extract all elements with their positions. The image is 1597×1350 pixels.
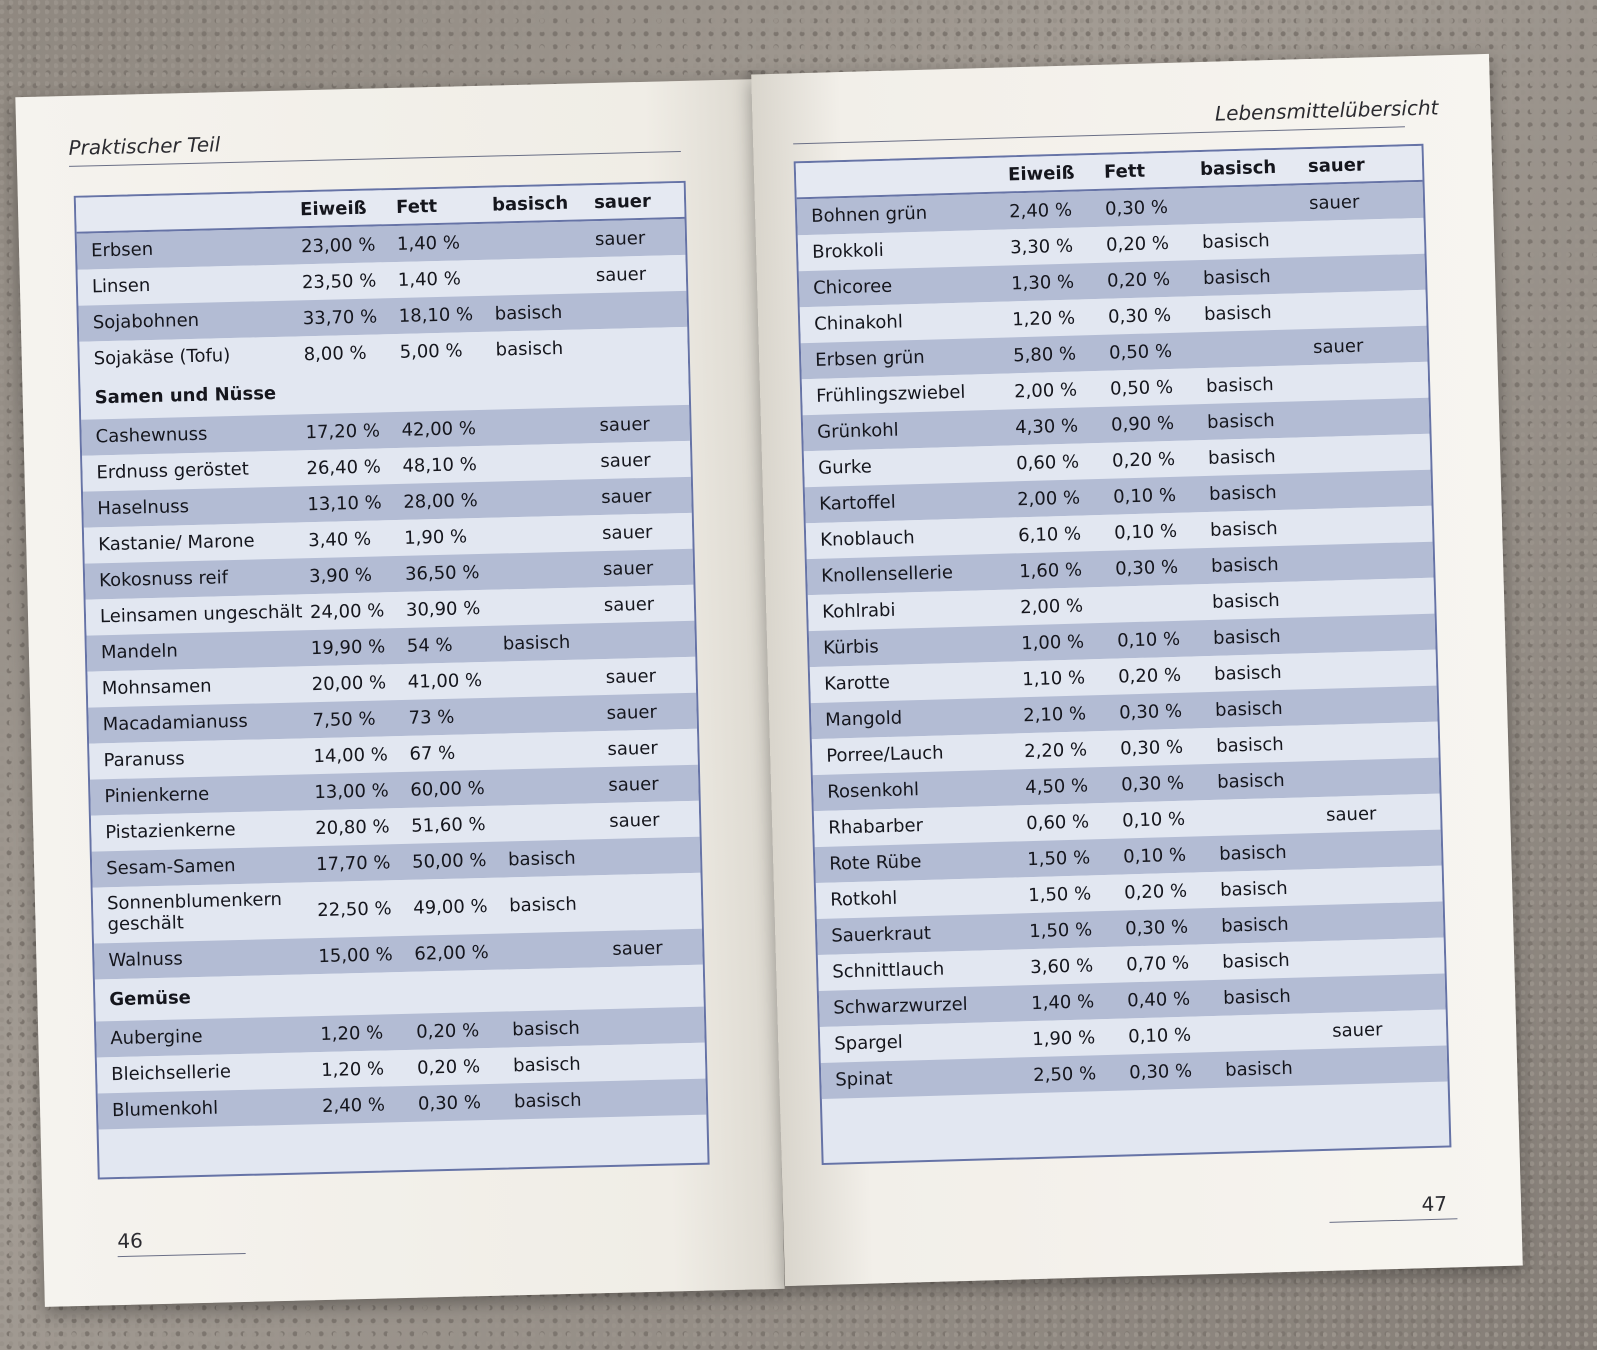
right-page	[751, 54, 1523, 1286]
sauer-cell: sauer	[1308, 191, 1360, 214]
fett-cell: 0,40 %	[1126, 988, 1191, 1011]
sauer-cell	[1314, 380, 1428, 383]
fett-cell: 0,90 %	[1110, 412, 1175, 436]
sauer-cell	[614, 1025, 704, 1027]
basisch-cell	[510, 949, 612, 951]
fett-cell: 62,00 %	[414, 941, 489, 965]
sauer-cell: sauer	[607, 737, 658, 760]
fett-cell: 36,50 %	[404, 561, 480, 585]
eiweiss-cell: 1,00 %	[1020, 630, 1085, 654]
basisch-cell	[507, 821, 609, 823]
fett-cell: 73 %	[408, 706, 455, 729]
eiweiss-cell: 8,00 %	[303, 342, 367, 365]
eiweiss-cell: 1,20 %	[1011, 307, 1076, 330]
food-name-cell: Kohlrabi	[821, 599, 896, 623]
nutrition-table-left	[74, 181, 710, 1180]
basisch-cell: basisch	[513, 1089, 582, 1112]
eiweiss-cell: 7,50 %	[312, 708, 376, 731]
fett-cell: 0,30 %	[1119, 736, 1184, 759]
basisch-cell: basisch	[1218, 841, 1287, 865]
basisch-cell: basisch	[1207, 445, 1276, 469]
basisch-cell	[505, 713, 607, 715]
fett-cell: 0,50 %	[1108, 340, 1173, 364]
fett-cell: 30,90 %	[405, 597, 481, 621]
eiweiss-cell: 3,40 %	[307, 528, 372, 551]
basisch-cell	[494, 275, 596, 277]
sauer-cell	[1325, 776, 1439, 779]
food-name-cell: Erbsen grün	[814, 346, 925, 371]
fett-cell: 0,10 %	[1112, 484, 1177, 508]
eiweiss-cell: 20,00 %	[311, 671, 387, 695]
food-name-cell: Linsen	[91, 274, 151, 298]
eiweiss-cell: 1,90 %	[1031, 1026, 1096, 1050]
food-name-cell: Sesam-Samen	[105, 854, 236, 879]
eiweiss-cell: 2,10 %	[1022, 702, 1087, 726]
eiweiss-cell: 1,50 %	[1026, 846, 1091, 870]
eiweiss-cell: 23,00 %	[300, 233, 376, 257]
sauer-cell	[1329, 920, 1443, 923]
food-name-cell: Spinat	[835, 1067, 893, 1091]
basisch-cell	[506, 785, 608, 787]
fett-cell: 0,20 %	[416, 1055, 481, 1079]
sauer-cell: sauer	[601, 485, 652, 508]
food-name-cell: Macadamianuss	[102, 710, 248, 735]
eiweiss-cell: 3,90 %	[308, 564, 373, 587]
basisch-cell	[501, 569, 603, 571]
header-fett: Fett	[1103, 160, 1146, 183]
sauer-cell: sauer	[603, 593, 655, 616]
table-body-right	[797, 182, 1448, 1099]
eiweiss-cell: 2,50 %	[1032, 1062, 1097, 1086]
eiweiss-cell: 33,70 %	[302, 305, 378, 329]
basisch-cell: basisch	[1215, 733, 1284, 757]
fett-cell: 0,20 %	[1117, 664, 1182, 688]
food-name-cell: Blumenkohl	[111, 1097, 219, 1121]
sauer-cell	[598, 345, 688, 347]
fett-cell	[1116, 602, 1212, 605]
sauer-cell	[616, 1097, 706, 1099]
food-name-cell: Mandeln	[100, 640, 179, 663]
eiweiss-cell: 5,80 %	[1012, 343, 1077, 366]
sauer-cell: sauer	[605, 665, 657, 688]
running-head-right: Lebensmittelübersicht	[1214, 95, 1439, 126]
eiweiss-cell: 1,60 %	[1018, 558, 1083, 582]
fett-cell: 0,10 %	[1122, 844, 1187, 867]
basisch-cell: basisch	[1219, 877, 1288, 901]
eiweiss-cell: 2,40 %	[1008, 199, 1073, 222]
basisch-cell: basisch	[1211, 589, 1280, 613]
page-number-right: 47	[1421, 1191, 1448, 1217]
basisch-cell: basisch	[1202, 265, 1271, 289]
food-name-cell: Sojabohnen	[92, 309, 200, 334]
food-name-cell: Porree/Lauch	[825, 742, 944, 767]
header-name-col	[76, 209, 300, 214]
fett-cell: 0,20 %	[1106, 268, 1171, 292]
eiweiss-cell: 3,60 %	[1029, 954, 1094, 978]
fett-cell: 0,30 %	[1118, 700, 1183, 724]
sauer-cell	[1316, 452, 1430, 455]
food-name-cell: Brokkoli	[811, 239, 885, 263]
basisch-cell: basisch	[1210, 553, 1279, 577]
food-name-cell: Aubergine	[110, 1025, 203, 1049]
food-name-cell: Pinienkerne	[104, 783, 210, 807]
sauer-cell: sauer	[608, 809, 660, 832]
header-rule-right	[793, 126, 1405, 144]
eiweiss-cell: 13,00 %	[314, 779, 389, 803]
food-name-cell: Knollensellerie	[820, 561, 954, 587]
food-name-cell: Karotte	[823, 671, 891, 695]
food-name-cell: Gurke	[817, 455, 873, 479]
basisch-cell	[493, 239, 595, 241]
fett-cell: 50,00 %	[411, 849, 487, 873]
food-name-cell: Bleichsellerie	[110, 1060, 232, 1085]
basisch-cell	[504, 677, 606, 679]
sauer-cell	[1315, 416, 1429, 419]
footer-rule-right	[1329, 1218, 1457, 1223]
food-name-cell: Knoblauch	[819, 526, 915, 551]
fett-cell: 49,00 %	[412, 895, 488, 919]
sauer-cell: sauer	[594, 227, 646, 250]
sauer-cell	[1311, 272, 1425, 275]
eiweiss-cell: 22,50 %	[317, 897, 392, 921]
fett-cell: 51,60 %	[410, 813, 486, 837]
eiweiss-cell: 2,40 %	[321, 1093, 386, 1117]
eiweiss-cell: 2,00 %	[1013, 379, 1078, 402]
eiweiss-cell: 6,10 %	[1017, 523, 1082, 546]
sauer-cell: sauer	[612, 937, 663, 960]
eiweiss-cell: 1,40 %	[1030, 990, 1095, 1014]
sauer-cell	[615, 1061, 705, 1063]
fett-cell: 1,40 %	[396, 231, 461, 255]
basisch-cell	[505, 749, 607, 751]
basisch-cell: basisch	[494, 301, 563, 325]
food-name-cell: Spargel	[834, 1031, 904, 1055]
eiweiss-cell: 1,30 %	[1010, 271, 1075, 294]
basisch-cell	[502, 605, 604, 607]
page-number-left: 46	[117, 1228, 144, 1254]
food-name-cell: Rotkohl	[830, 887, 898, 911]
sauer-cell	[1321, 632, 1435, 635]
food-name-cell: Schnittlauch	[832, 958, 945, 983]
basisch-cell	[1205, 347, 1313, 350]
food-name-cell: Rosenkohl	[826, 778, 920, 803]
sauer-cell	[1322, 668, 1436, 671]
fett-cell: 60,00 %	[410, 777, 485, 801]
basisch-cell: basisch	[1209, 517, 1278, 541]
fett-cell: 0,30 %	[1120, 772, 1185, 795]
fett-cell: 41,00 %	[407, 669, 483, 693]
eiweiss-cell: 14,00 %	[313, 743, 389, 767]
sauer-cell	[1319, 560, 1433, 563]
basisch-cell: basisch	[1205, 373, 1274, 397]
sauer-cell	[1331, 992, 1445, 995]
food-name-cell: Rhabarber	[827, 814, 924, 839]
eiweiss-cell: 20,80 %	[315, 815, 390, 839]
fett-cell: 0,20 %	[1105, 232, 1170, 256]
food-name-cell: Chicoree	[812, 275, 893, 299]
fett-cell: 0,20 %	[1123, 880, 1188, 903]
left-page	[15, 79, 784, 1307]
eiweiss-cell: 15,00 %	[318, 943, 393, 967]
food-name-cell: Cashewnuss	[95, 423, 208, 448]
section-heading: Gemüse	[109, 986, 192, 1010]
food-name-cell: Paranuss	[103, 747, 185, 771]
sauer-cell	[611, 901, 701, 903]
food-name-cell: Kastanie/ Marone	[98, 530, 255, 555]
food-name-cell: Leinsamen ungeschält	[99, 601, 303, 627]
fett-cell: 0,30 %	[417, 1091, 482, 1115]
header-basisch: basisch	[491, 192, 569, 216]
fett-cell: 67 %	[409, 742, 456, 765]
basisch-cell: basisch	[1212, 625, 1281, 649]
basisch-cell: basisch	[511, 1017, 581, 1040]
eiweiss-cell: 13,10 %	[307, 491, 382, 515]
sauer-cell	[1318, 524, 1432, 527]
food-name-cell: Sauerkraut	[831, 922, 932, 947]
sauer-cell: sauer	[608, 773, 659, 796]
sauer-cell: sauer	[601, 521, 653, 544]
fett-cell: 1,40 %	[397, 267, 462, 291]
fett-cell: 0,50 %	[1109, 376, 1174, 400]
food-name-cell: Pistazienkerne	[105, 818, 236, 843]
fett-cell: 5,00 %	[399, 339, 463, 363]
sauer-cell: sauer	[595, 263, 647, 286]
sauer-cell: sauer	[1331, 1018, 1383, 1042]
sauer-cell: sauer	[606, 701, 658, 724]
sauer-cell	[1317, 488, 1431, 491]
sauer-cell	[605, 639, 695, 641]
food-name-cell: Walnuss	[108, 948, 183, 971]
eiweiss-cell: 24,00 %	[309, 599, 385, 623]
food-name-cell: Sonnenblumenkern geschält	[106, 889, 283, 936]
eiweiss-cell: 26,40 %	[306, 455, 382, 479]
fett-cell: 0,10 %	[1113, 520, 1178, 544]
basisch-cell	[498, 425, 600, 427]
eiweiss-cell: 2,20 %	[1023, 738, 1088, 762]
sauer-cell	[1310, 236, 1424, 239]
sauer-cell	[610, 855, 700, 857]
eiweiss-cell: 17,70 %	[315, 851, 391, 875]
food-name-cell: Erdnuss geröstet	[96, 458, 249, 484]
running-head-left: Praktischer Teil	[68, 132, 221, 160]
basisch-cell	[500, 533, 602, 535]
basisch-cell: basisch	[508, 893, 577, 916]
eiweiss-cell: 0,60 %	[1025, 810, 1090, 834]
basisch-cell: basisch	[1206, 409, 1275, 433]
fett-cell: 0,20 %	[1111, 448, 1176, 472]
basisch-cell: basisch	[1203, 301, 1272, 325]
basisch-cell: basisch	[1201, 229, 1270, 253]
fett-cell: 0,70 %	[1125, 952, 1190, 975]
eiweiss-cell: 1,50 %	[1027, 882, 1092, 906]
basisch-cell	[1201, 203, 1309, 206]
food-name-cell: Haselnuss	[97, 495, 190, 519]
sauer-cell: sauer	[1312, 335, 1364, 358]
fett-cell: 0,30 %	[1104, 196, 1169, 220]
eiweiss-cell: 4,30 %	[1014, 415, 1079, 438]
fett-cell: 0,10 %	[1116, 628, 1181, 652]
basisch-cell: basisch	[1214, 697, 1283, 721]
header-basisch: basisch	[1199, 156, 1277, 180]
eiweiss-cell: 23,50 %	[301, 269, 377, 293]
basisch-cell: basisch	[1222, 985, 1291, 1009]
food-name-cell: Mangold	[824, 707, 903, 731]
basisch-cell: basisch	[507, 847, 576, 870]
basisch-cell: basisch	[495, 337, 564, 361]
food-name-cell: Chinakohl	[813, 311, 904, 335]
header-name-col	[796, 174, 1008, 180]
food-name-cell: Mohnsamen	[101, 675, 212, 699]
header-fett: Fett	[395, 195, 438, 218]
footer-rule-left	[118, 1253, 246, 1257]
header-sauer: sauer	[1307, 153, 1366, 177]
fett-cell: 18,10 %	[398, 303, 474, 327]
sauer-cell	[597, 309, 687, 311]
sauer-cell	[1320, 596, 1434, 599]
basisch-cell: basisch	[1213, 661, 1282, 685]
sauer-cell	[1323, 704, 1437, 707]
sauer-cell	[1328, 884, 1442, 887]
header-sauer: sauer	[593, 190, 652, 213]
sauer-cell	[1324, 740, 1438, 743]
basisch-cell: basisch	[1224, 1057, 1293, 1081]
nutrition-table-right	[794, 144, 1452, 1165]
fett-cell: 0,10 %	[1127, 1024, 1192, 1047]
basisch-cell: basisch	[1208, 481, 1277, 505]
sauer-cell: sauer	[600, 449, 651, 472]
food-name-cell: Bohnen grün	[810, 202, 928, 227]
food-name-cell: Kartoffel	[818, 491, 896, 515]
sauer-cell: sauer	[1325, 802, 1377, 826]
food-name-cell: Kürbis	[822, 635, 880, 659]
eiweiss-cell: 1,20 %	[320, 1022, 384, 1045]
basisch-cell	[1224, 1031, 1332, 1034]
basisch-cell: basisch	[1216, 769, 1285, 793]
food-name-cell: Grünkohl	[816, 419, 899, 443]
basisch-cell: basisch	[502, 631, 571, 654]
food-name-cell: Schwarzwurzel	[833, 993, 968, 1019]
food-name-cell: Frühlingszwiebel	[815, 381, 966, 407]
fett-cell: 0,10 %	[1121, 808, 1186, 831]
fett-cell: 0,20 %	[416, 1019, 480, 1043]
sauer-cell: sauer	[599, 413, 651, 436]
sauer-cell	[1327, 848, 1441, 851]
food-name-cell: Sojakäse (Tofu)	[93, 344, 231, 370]
fett-cell: 0,30 %	[1124, 916, 1189, 939]
sauer-cell	[1330, 956, 1444, 959]
eiweiss-cell: 4,50 %	[1024, 774, 1089, 798]
sauer-cell	[1333, 1063, 1447, 1066]
fett-cell: 1,90 %	[403, 525, 468, 549]
basisch-cell	[499, 497, 601, 499]
basisch-cell: basisch	[512, 1053, 581, 1076]
eiweiss-cell: 3,30 %	[1009, 235, 1074, 258]
eiweiss-cell: 1,50 %	[1028, 918, 1093, 942]
fett-cell: 54 %	[406, 634, 453, 657]
fett-cell: 0,30 %	[1114, 556, 1179, 580]
basisch-cell: basisch	[1220, 913, 1289, 937]
header-eiweiss: Eiweiß	[1007, 162, 1075, 185]
fett-cell: 42,00 %	[401, 417, 477, 441]
fett-cell: 48,10 %	[402, 453, 478, 477]
table-body-left	[77, 219, 707, 1130]
header-eiweiss: Eiweiß	[299, 197, 367, 220]
food-name-cell: Kokosnuss reif	[98, 566, 229, 591]
basisch-cell	[498, 461, 600, 463]
fett-cell: 0,30 %	[1107, 304, 1172, 328]
fett-cell: 28,00 %	[403, 489, 478, 513]
food-name-cell: Rote Rübe	[828, 850, 922, 875]
basisch-cell: basisch	[1221, 949, 1290, 973]
eiweiss-cell: 0,60 %	[1015, 451, 1080, 474]
eiweiss-cell: 2,00 %	[1019, 594, 1084, 618]
food-name-cell: Erbsen	[90, 238, 154, 262]
eiweiss-cell: 19,90 %	[310, 635, 386, 659]
sauer-cell: sauer	[602, 557, 654, 580]
eiweiss-cell: 2,00 %	[1016, 487, 1081, 510]
section-heading: Samen und Nüsse	[94, 382, 277, 409]
eiweiss-cell: 1,20 %	[320, 1058, 385, 1081]
basisch-cell	[1218, 815, 1326, 818]
sauer-cell	[1312, 308, 1426, 311]
eiweiss-cell: 1,10 %	[1021, 666, 1086, 690]
eiweiss-cell: 17,20 %	[305, 419, 381, 443]
fett-cell: 0,30 %	[1128, 1060, 1193, 1083]
